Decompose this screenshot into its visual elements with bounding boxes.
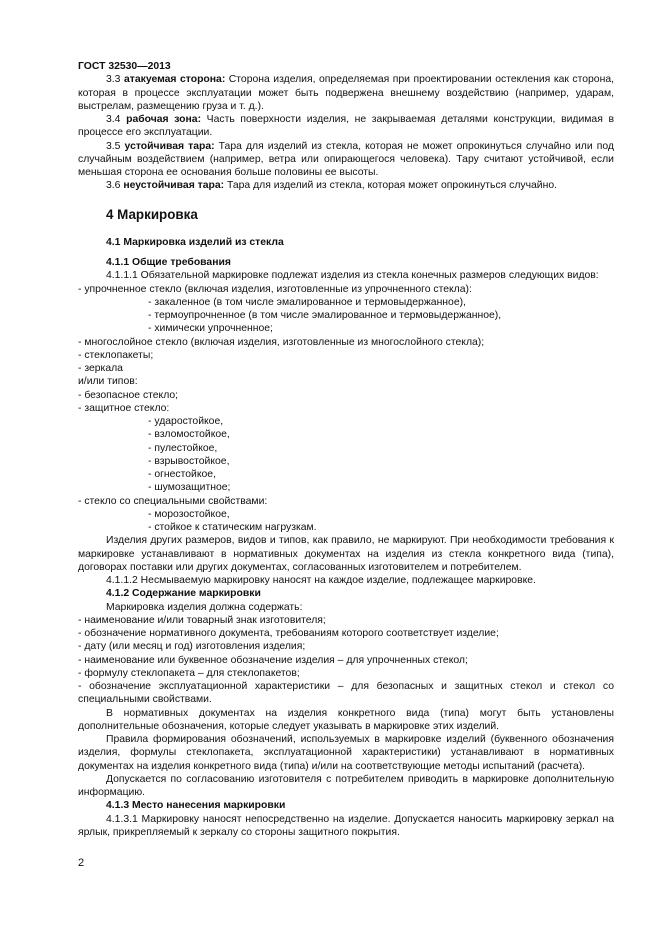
list-item: - термоупрочненное (в том числе эмалированное и термовыдержанное), [148, 310, 502, 321]
document-header: ГОСТ 32530—2013 [78, 61, 171, 72]
list-item: - химически упрочненное; [148, 323, 273, 335]
list-item: - дату (или месяц и год) изготовления изделия; [78, 641, 306, 653]
paragraph-additional-designations: В нормативных документах на изделия конкретного вида (типа) могут быть установлены дополнительные обозначения, которые следует указывать в маркировке этих изделий. [78, 707, 614, 732]
definition-term: неустойчивая тара: [123, 180, 225, 192]
list-item: - наименование и/или товарный знак изготовителя; [78, 614, 326, 626]
definition-term: атакуемая сторона: [123, 74, 226, 86]
definition-text: Тара для изделий из стекла, которая не может опрокинуться случайно или под случайным воздействием (например, ветра или опирающегося человека). Тару считают устойчивой, если меньшая сторона ее основания больше половины ее высоты. [78, 140, 614, 178]
list-item: - обозначение нормативного документа, требованиям которого соответствует изделие; [78, 628, 499, 639]
list-item: - взрывостойкое, [148, 455, 230, 467]
list-item: - морозостойкое, [148, 508, 230, 520]
page-number: 2 [78, 857, 85, 869]
definition-text: Тара для изделий из стекла, которая может опрокинуться случайно. [224, 180, 558, 192]
definition-3-6 [78, 179, 614, 192]
definition-3-4 [78, 113, 614, 140]
list-item: - шумозащитное; [148, 482, 231, 494]
paragraph-content-intro: Маркировка изделия должна содержать: [106, 601, 303, 613]
list-item: - многослойное стекло (включая изделия, изготовленные из многослойного стекла); [78, 336, 485, 348]
definition-text: Часть поверхности изделия, не закрываемая деталями конструкции, видимая в процессе его эксплуатации. [78, 114, 614, 139]
list-item: - безопасное стекло; [78, 389, 179, 401]
list-item: и/или типов: [78, 376, 138, 388]
definition-number: 3.4 [106, 114, 121, 125]
section-heading-4-1: 4.1 Маркировка изделий из стекла [106, 236, 284, 248]
definition-number: 3.5 [106, 140, 121, 152]
paragraph-designation-rules: Правила формирования обозначений, используемых в маркировке изделий (буквенного обозначения изделия, формулы стеклопакета, эксплуатационной характеристики) устанавливают в нормативных документах на изделия конкретного вида (типа) и/или на соответствующие методы испытаний (расчета). [78, 734, 614, 772]
paragraph-4-1-3-1: 4.1.3.1 Маркировку наносят непосредственно на изделие. Допускается наносить маркировку зеркал на ярлык, прикрепляемый к зеркалу со стороны защитного покрытия. [78, 813, 614, 838]
list-item: - зеркала [78, 363, 123, 374]
list-item: - формулу стеклопакета – для стеклопакетов; [78, 667, 300, 679]
list-item: - упрочненное стекло (включая изделия, изготовленные из упрочненного стекла): [78, 283, 472, 295]
list-item: - ударостойкое, [148, 416, 224, 427]
paragraph-additional-info: Допускается по согласованию изготовителя с потребителем приводить в маркировке дополнительную информацию. [78, 773, 614, 798]
definition-term: рабочая зона: [126, 114, 202, 125]
subsection-heading-4-1-1: 4.1.1 Общие требования [106, 257, 231, 268]
definition-number: 3.6 [106, 180, 121, 192]
list-item: - пулестойкое, [148, 442, 218, 454]
list-item: - взломостойкое, [148, 429, 230, 441]
list-item: - стекло со специальными свойствами: [78, 495, 268, 507]
list-item: - стеклопакеты; [78, 349, 154, 361]
definition-3-3 [78, 73, 614, 113]
definitions-block [78, 73, 614, 192]
paragraph-4-1-1-2: 4.1.1.2 Несмываемую маркировку наносят на каждое изделие, подлежащее маркировке. [106, 575, 536, 586]
list-item: - стойкое к статическим нагрузкам. [148, 522, 317, 533]
paragraph-other-products: Изделия других размеров, видов и типов, как правило, не маркируют. При необходимости требования к маркировке устанавливают в нормативных документах на изделия из стекла конкретного вида (типа), договорах поставки или других документах, согласованных изготовителем и потребителем. [78, 535, 614, 573]
paragraph-4-1-1-1: 4.1.1.1 Обязательной маркировке подлежат изделия из стекла конечных размеров следующих видов: [106, 270, 599, 282]
subsection-heading-4-1-3: 4.1.3 Место нанесения маркировки [106, 800, 286, 812]
glass-types-list [78, 283, 614, 535]
subsection-heading-4-1-2: 4.1.2 Содержание маркировки [106, 588, 261, 600]
definition-text: Сторона изделия, определяемая при проектировании остекления как сторона, которая в процессе эксплуатации может быть подвержена внешнему воздействию (например, ударам, выстрелам, размещению груза и т. д.). [78, 74, 614, 112]
list-item: - закаленное (в том числе эмалированное и термовыдержанное), [148, 296, 466, 308]
list-item: - обозначение эксплуатационной характеристики – для безопасных и защитных стекол и стекол со специальными свойствами. [78, 681, 614, 706]
list-item: - защитное стекло: [78, 402, 170, 414]
definition-number: 3.3 [106, 74, 121, 86]
marking-content-list [78, 614, 614, 707]
chapter-heading: 4 Маркировка [106, 206, 198, 222]
definition-3-5 [78, 140, 614, 180]
list-item: - огнестойкое, [148, 469, 216, 480]
document-page [78, 60, 614, 839]
list-item: - наименование или буквенное обозначение изделия – для упрочненных стекол; [78, 654, 468, 666]
definition-term: устойчивая тара: [124, 140, 215, 152]
